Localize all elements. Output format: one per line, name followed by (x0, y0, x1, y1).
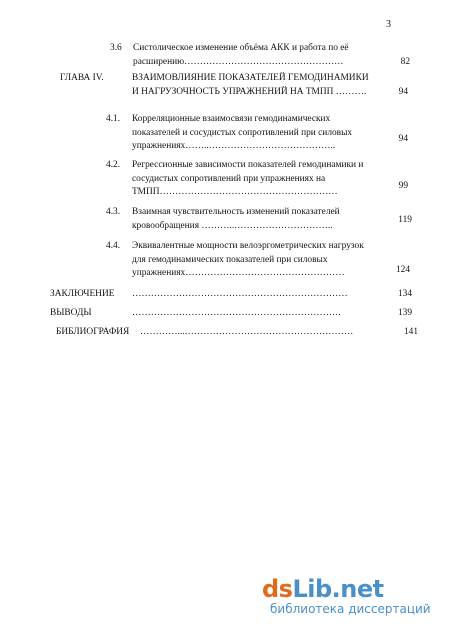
toc-entry-number: ВЫВОДЫ (50, 308, 92, 318)
toc-entry-page: 82 (400, 56, 410, 67)
toc-entry-title: Систолическое изменение объёма АКК и работа по её расширению…………………………………………… (133, 43, 349, 67)
toc-entry-page: 94 (398, 86, 408, 97)
toc-entry-number: 3.6 (110, 43, 122, 53)
toc-entry-page: 124 (395, 265, 410, 275)
toc-entry-number: 4.2. (106, 160, 121, 170)
toc-entry-page: 134 (397, 289, 412, 299)
toc-entry (0, 42, 450, 72)
page-number: 3 (386, 19, 391, 30)
watermark (262, 576, 442, 616)
toc-entry-number: ГЛАВА IV. (60, 73, 104, 83)
toc-section (0, 288, 450, 304)
toc-entry-title: …………………………………………………………… (132, 289, 348, 299)
toc-entry (0, 159, 450, 203)
toc-entry-number: БИБЛИОГРАФИЯ (56, 327, 130, 337)
toc-entry (0, 206, 450, 236)
toc-section (0, 326, 450, 342)
toc-entry-number: ЗАКЛЮЧЕНИЕ (50, 289, 115, 299)
toc-entry-title: ВЗАИМОВЛИЯНИЕ ПОКАЗАТЕЛЕЙ ГЕМОДИНАМИКИ И НАГРУЗОЧНОСТЬ УПРАЖНЕНИЙ НА ТМПП ………. (132, 73, 369, 97)
toc-entry (0, 240, 450, 284)
toc-entry-title: …………...……………………………………………… (140, 327, 354, 337)
toc-entry-number: 4.3. (106, 207, 121, 217)
toc-entry-page: 119 (398, 215, 412, 225)
toc-section (0, 307, 450, 323)
toc-entry-title: Эквивалентные мощности велоэргометрических нагрузок для гемодинамических показателей при силовых упражнениях…………………………………………… (132, 241, 364, 279)
toc-entry-page: 94 (398, 134, 408, 144)
toc-entry-title: Регрессионные зависимости показателей гемодинамики и сосудистых сопротивлений при упражнениях на ТМПП………………………………………………… (132, 160, 364, 198)
toc-entry-number: 4.4. (106, 241, 121, 251)
toc-entry-page: 141 (403, 327, 418, 337)
toc-entry-title: Корреляционные взаимосвязи гемодинамических показателей и сосудистых сопротивлений при силовых упражнениях……..………………………………….. (132, 114, 353, 152)
toc-entry-title: …………………………………………………………. (132, 308, 341, 318)
toc-entry (0, 113, 450, 157)
toc-chapter (0, 72, 450, 102)
watermark-logo: dsLib.net (262, 575, 384, 603)
watermark-subtitle: библиотека диссертаций (270, 602, 431, 616)
toc-entry-page: 99 (398, 181, 408, 191)
toc-entry-title: Взаимная чувствительность изменений показателей кровообращения ………..………………………….. (132, 207, 340, 231)
toc-entry-number: 4.1. (106, 114, 121, 124)
toc-entry-page: 139 (397, 308, 412, 318)
